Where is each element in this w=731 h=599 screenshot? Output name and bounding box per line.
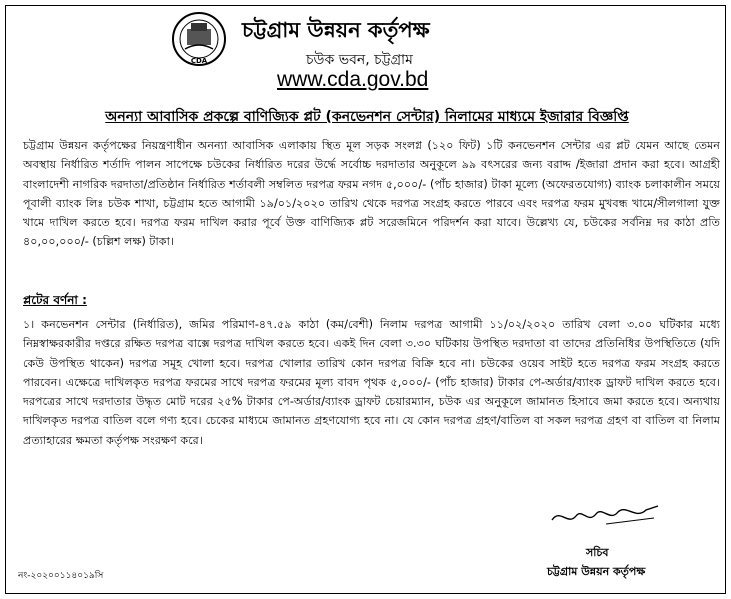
handwritten-signature	[546, 494, 666, 534]
plot-description-heading: প্লটের বর্ণনা :	[23, 293, 87, 307]
svg-text:CDA: CDA	[190, 57, 208, 65]
website-link[interactable]: www.cda.gov.bd	[277, 68, 429, 91]
notice-paragraph-2: ১। কনভেনশন সেন্টার (নির্ধারিত), জমির পরিমাণ-৪৭.৫৯ কাঠা (কম/বেশী) নিলাম দরপত্র আগামী ১১/০২/২০২০ তারিখ বেলা ৩.০০ ঘটিকার মধ্যে নিম্নস্বাক্ষরকারীর দপ্তরে রক্ষিত দরপত্র বাক্সে দরপত্র দাখিল করতে হবে। একই দিন বেলা ৩.৩০ ঘটিকায় উপস্থিত দরদাতা বা তাদের প্রতিনিধির উপস্থিতিতে (যদি কেউ উপস্থিত থাকেন) দরপত্র সমূহ খোলা হবে। দরপত্র খোলার তারিখ কোন দরপত্র বিক্রি হবে না। চউকের ওয়েব সাইট হতে দরপত্র ফরম সংগ্রহ করতে পারবেন। এক্ষেত্রে দাখিলকৃত দরপত্র ফরমের সাথে দরপত্র ফরমের মূল্য বাবদ পৃথক ৫,০০০/- (পাঁচ হাজার) টাকার পে-অর্ডার/ব্যাংক ড্রাফট দাখিল করতে হবে। দরপত্রের সাথে দরদাতার উদ্ধৃত মোট দরের ২৫% টাকার পে-অর্ডার/ব্যাংক ড্রাফট চেয়ারম্যান, চউক এর অনুকূলে জামানত হিসাবে জমা করতে হবে। অন্যথায় দাখিলকৃত দরপত্র বাতিল বলে গণ্য হবে। চেকের মাধ্যমে জামানত গ্রহণযোগ্য হবে না। যে কোন দরপত্র গ্রহণ/বাতিল বা সকল দরপত্র গ্রহণ বা বাতিল বা নিলাম প্রত্যাহারের ক্ষমতা কর্তৃপক্ষ সংরক্ষণ করে।	[23, 318, 720, 447]
notice-paragraph-1: চট্টগ্রাম উন্নয়ন কর্তৃপক্ষের নিয়ন্ত্রণাধীন অনন্যা আবাসিক এলাকায় স্থিত মূল সড়ক সংলগ্ন (১২০ ফিট) ১টি কনভেনশন সেন্টার এর প্লট যেমন আছে তেমন অবস্থায় নির্ধারিত শর্তাদি পালন সাপেক্ষে চউকের নির্ধারিত দরের উর্দ্ধে সর্বোচ্চ দরদাতার অনুকূলে ৯৯ বৎসরের জন্য বরাদ্দ /ইজারা প্রদান করা হবে। আগ্রহী বাংলাদেশী নাগরিক দরদাতা/প্রতিষ্ঠান নির্ধারিত শর্তাবলী সম্বলিত দরপত্র ফরম নগদ ৫,০০০/- (পাঁচ হাজার) টাকা মূল্যে (অফেরতযোগ্য) ব্যাংক চলাকালীন সময়ে পূবালী ব্যাংক লিঃ চউক শাখা, চট্টগ্রাম হতে আগামী ১৯/০১/২০২০ তারিখ থেকে দরপত্র সংগ্রহ করতে পারবে এবং দরপত্র ফরম মুখবন্ধ খামে/সীলগালা যুক্ত খামে দাখিল করতে হবে। দরপত্র ফরম দাখিল করার পূর্বে উক্ত বাণিজ্যিক প্লট সরেজমিনে পরিদর্শন করা যাবে। উল্লেখ্য যে, চউকের সর্বনিম্ন দর কাঠা প্রতি ৪০,০০,০০০/- (চল্লিশ লক্ষ) টাকা।	[23, 139, 720, 249]
notice-title: অনন্যা আবাসিক প্রকল্পে বাণিজ্যিক প্লট (কনভেনশন সেন্টার) নিলামের মাধ্যমে ইজারার বিজ্ঞপ্তি	[105, 109, 629, 125]
signatory-role: সচিব	[586, 546, 609, 559]
notice-frame	[5, 5, 726, 594]
signatory-org: চট্টগ্রাম উন্নয়ন কর্তৃপক্ষ	[547, 565, 646, 578]
reference-number: নং-২০২০০১১৪০১৯সি	[18, 571, 104, 581]
cda-logo	[171, 11, 227, 67]
notice-header	[6, 6, 727, 102]
org-title: চট্টগ্রাম উন্নয়ন কর্তৃপক্ষ	[242, 18, 430, 42]
org-address: চউক ভবন, চট্টগ্রাম	[306, 52, 413, 68]
